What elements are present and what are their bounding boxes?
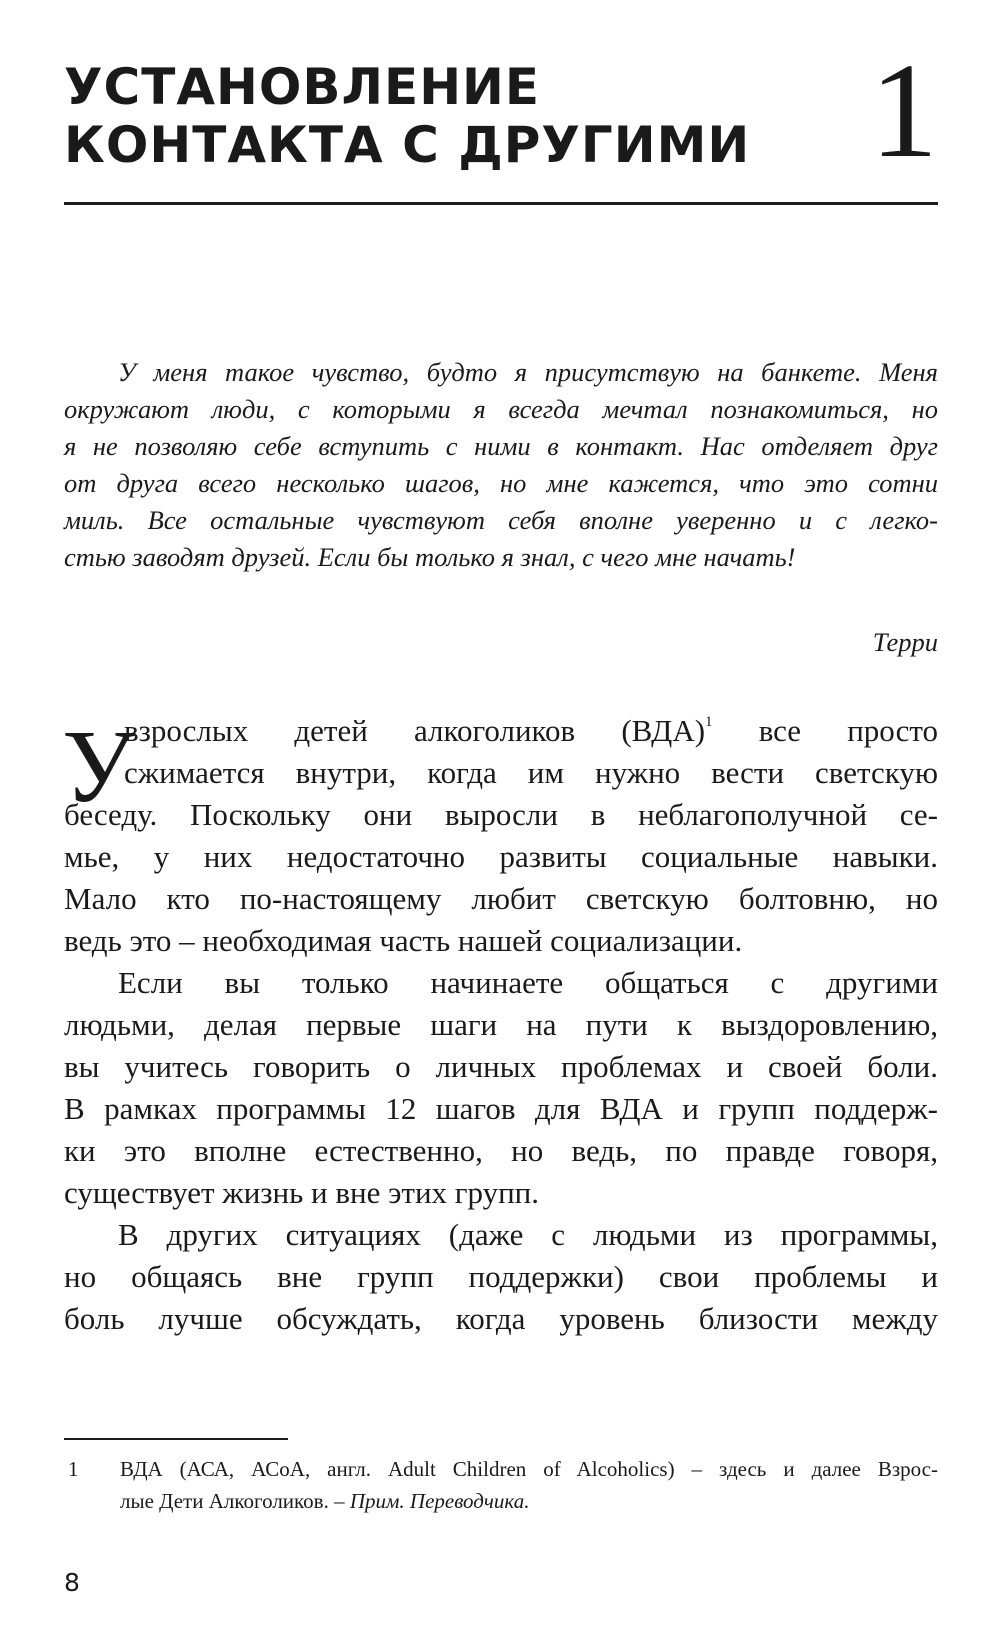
- chapter-title-line-2: КОНТАКТА С ДРУГИМИ: [64, 116, 751, 174]
- page-number: 8: [64, 1568, 80, 1597]
- footnote-text: лые Дети Алкоголиков. –: [120, 1489, 350, 1513]
- chapter-number: 1: [870, 36, 938, 186]
- drop-cap: У: [62, 709, 136, 824]
- body-line: Если вы только начинаете общаться с другими: [118, 965, 938, 1000]
- footnote-divider: [64, 1438, 288, 1440]
- chapter-title: [64, 58, 784, 174]
- chapter-title-line-1: УСТАНОВЛЕНИЕ: [64, 58, 541, 116]
- body-line: сжимается внутри, когда им нужно вести светскую: [124, 755, 938, 790]
- body-line: Мало кто по-настоящему любит светскую болтовню, но: [64, 881, 938, 916]
- epigraph-line: стью заводят друзей. Если бы только я знал, с чего мне начать!: [64, 542, 796, 572]
- epigraph-line: от друга всего несколько шагов, но мне кажется, что это сотни: [64, 468, 938, 498]
- footnote-ref[interactable]: 1: [705, 714, 713, 730]
- body-line: [124, 713, 938, 749]
- epigraph-line: миль. Все остальные чувствуют себя вполне уверенно и с легко-: [64, 505, 938, 535]
- body-line: ведь это – необходимая часть нашей социализации.: [64, 923, 743, 958]
- footnote-italic: Прим. Переводчика.: [349, 1489, 530, 1513]
- body-line: беседу. Поскольку они выросли в неблагополучной се-: [64, 797, 938, 832]
- body-line-text: все просто: [712, 713, 938, 748]
- body-line: боль лучше обсуждать, когда уровень близости между: [64, 1301, 938, 1336]
- body-line: вы учитесь говорить о личных проблемах и своей боли.: [64, 1049, 938, 1084]
- title-divider: [64, 202, 938, 205]
- body-line: но общаясь вне групп поддержки) свои проблемы и: [64, 1259, 938, 1294]
- epigraph-line: У меня такое чувство, будто я присутствую на банкете. Меня: [118, 357, 938, 387]
- body-line-text: взрослых детей алкоголиков (ВДА): [124, 713, 706, 748]
- footnote-line: [120, 1486, 938, 1516]
- epigraph-line: я не позволяю себе вступить с ними в контакт. Нас отделяет друг: [64, 431, 938, 461]
- footnote-line: ВДА (АСА, АСоА, англ. Adult Children of Alcoholics) – здесь и далее Взрос-: [120, 1457, 938, 1481]
- body-line: ки это вполне естественно, но ведь, по правде говоря,: [64, 1133, 938, 1168]
- body-line: В других ситуациях (даже с людьми из программы,: [118, 1217, 938, 1252]
- epigraph-line: окружают люди, с которыми я всегда мечтал познакомиться, но: [64, 394, 938, 424]
- epigraph-author: Терри: [872, 627, 938, 657]
- body-line: В рамках программы 12 шагов для ВДА и групп поддерж-: [64, 1091, 938, 1126]
- body-line: существует жизнь и вне этих групп.: [64, 1175, 540, 1210]
- body-line: мье, у них недостаточно развиты социальные навыки.: [64, 839, 938, 874]
- footnote-number: 1: [68, 1457, 79, 1481]
- body-line: людьми, делая первые шаги на пути к выздоровлению,: [64, 1007, 938, 1042]
